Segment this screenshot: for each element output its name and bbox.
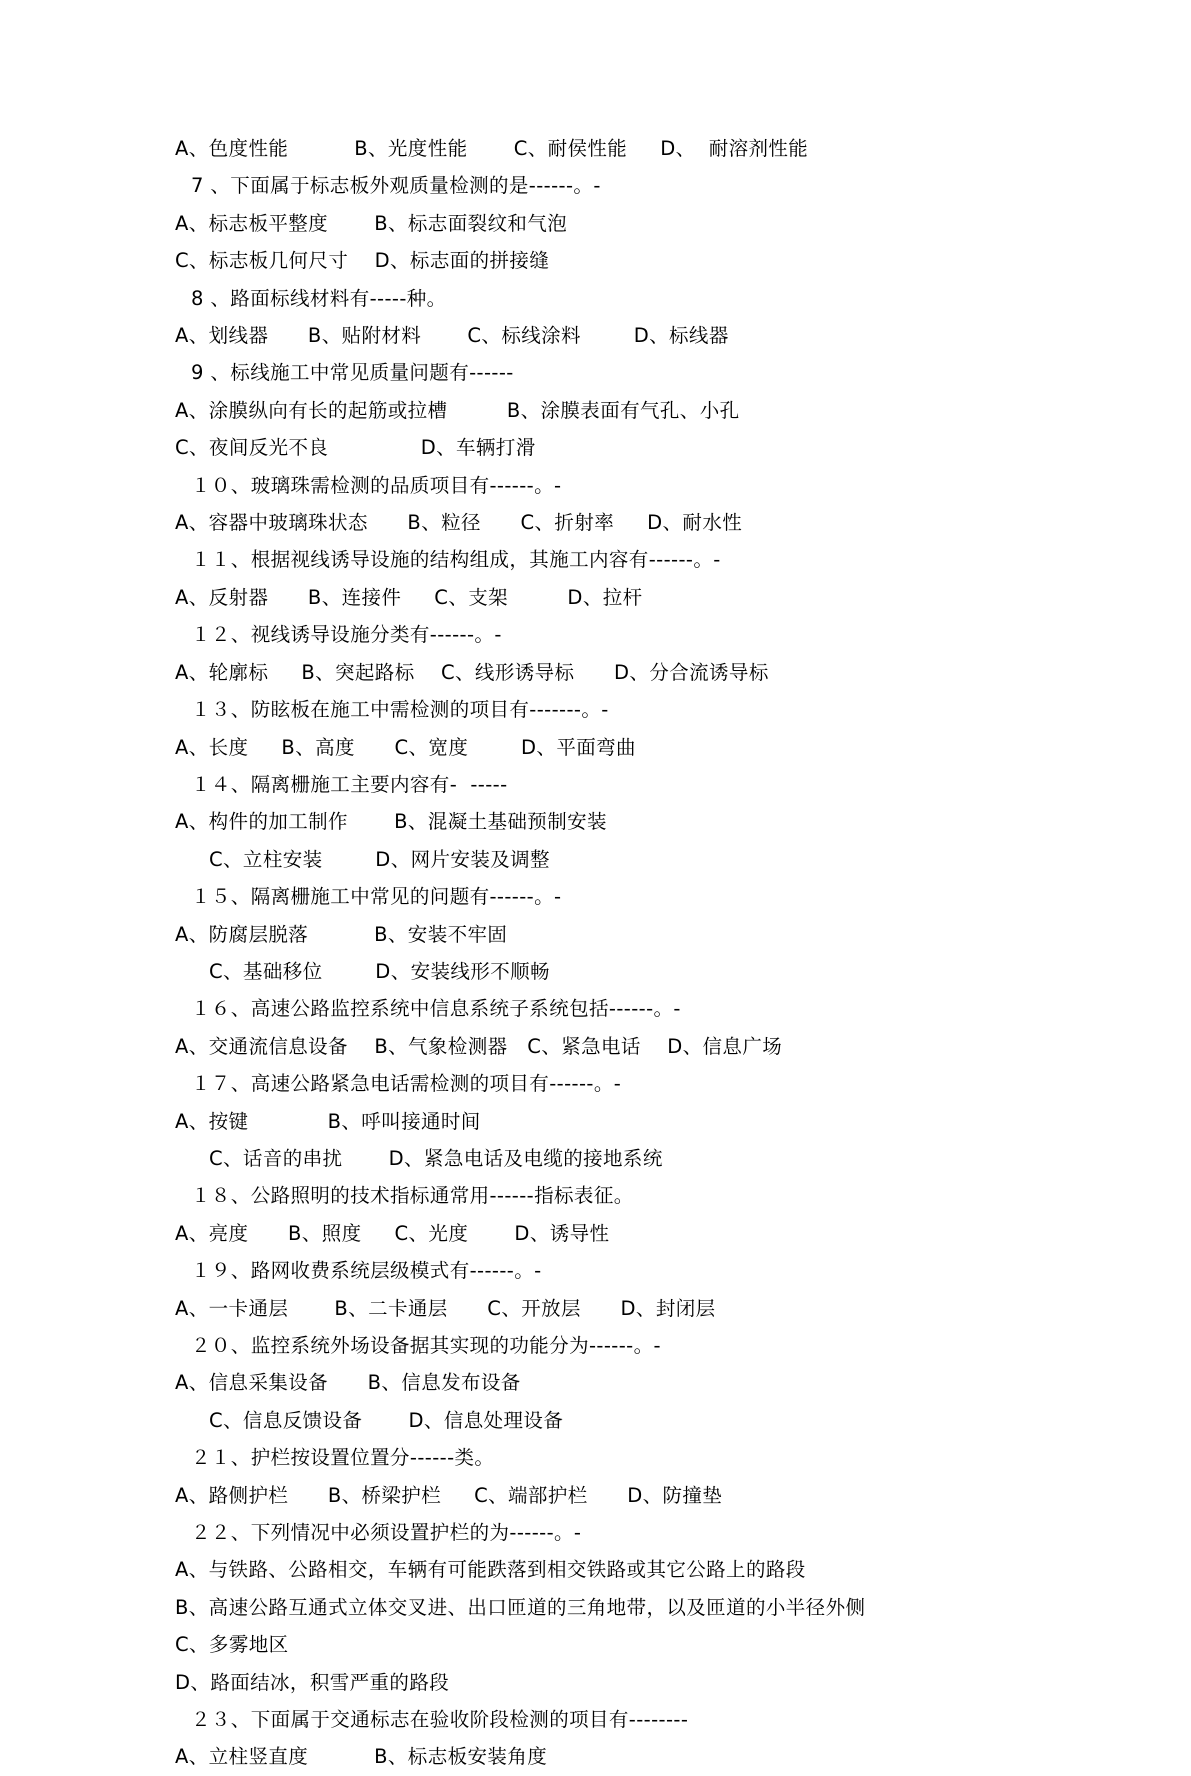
document-line: A、轮廓标 B、突起路标 C、线形诱导标 D、分合流诱导标 [175,660,769,684]
document-line: C、标志板几何尺寸 D、标志面的拼接缝 [175,249,550,273]
document-line: １３、防眩板在施工中需检测的项目有-------。- [191,698,609,722]
document-line: １２、视线诱导设施分类有------。- [191,623,502,647]
document-line: A、交通流信息设备 B、气象检测器 C、紧急电话 D、信息广场 [175,1034,783,1058]
document-line: A、亮度 B、照度 C、光度 D、诱导性 [175,1221,610,1245]
document-line: A、涂膜纵向有长的起筋或拉槽 B、涂膜表面有气孔、小孔 [175,398,740,422]
document-line: C、信息反馈设备 D、信息处理设备 [209,1408,564,1432]
document-line: ２２、下列情况中必须设置护栏的为------。- [191,1521,582,1545]
document-line: A、与铁路、公路相交，车辆有可能跌落到相交铁路或其它公路上的路段 [175,1558,806,1582]
document-line: A、信息采集设备 B、信息发布设备 [175,1371,521,1395]
document-line: D、路面结冰，积雪严重的路段 [175,1670,450,1694]
document-line: A、容器中玻璃珠状态 B、粒径 C、折射率 D、耐水性 [175,511,743,535]
document-line: C、话音的串扰 D、紧急电话及电缆的接地系统 [209,1146,663,1170]
document-line: A、构件的加工制作 B、混凝土基础预制安装 [175,810,607,834]
document-line: C、夜间反光不良 D、车辆打滑 [175,436,536,460]
document-body [175,130,1021,1776]
document-line: A、立柱竖直度 B、标志板安装角度 [175,1745,548,1769]
document-line: 8 、路面标线材料有-----种。 [191,286,447,310]
document-line: ２１、护栏按设置位置分------类。 [191,1446,495,1470]
document-line: A、划线器 B、贴附材料 C、标线涂料 D、标线器 [175,324,729,348]
document-line: １８、公路照明的技术指标通常用------指标表征。 [191,1184,634,1208]
document-line: B、高速公路互通式立体交叉进、出口匝道的三角地带，以及匝道的小半径外侧 [175,1595,866,1619]
document-line: A、标志板平整度 B、标志面裂纹和气泡 [175,211,568,235]
document-line: C、多雾地区 [175,1633,289,1657]
document-line: ２０、监控系统外场设备据其实现的功能分为------。- [191,1334,661,1357]
document-line: C、基础移位 D、安装线形不顺畅 [209,959,550,983]
document-line: 7 、下面属于标志板外观质量检测的是------。- [191,174,601,198]
document-line: A、反射器 B、连接件 C、支架 D、拉杆 [175,585,643,609]
document-line: A、一卡通层 B、二卡通层 C、开放层 D、封闭层 [175,1296,716,1320]
document-line: A、按键 B、呼叫接通时间 [175,1109,481,1133]
document-line: A、色度性能 B、光度性能 C、耐侯性能 D、 耐溶剂性能 [175,137,809,160]
document-line: １０、玻璃珠需检测的品质项目有------。- [191,473,562,497]
document-line: １９、路网收费系统层级模式有------。- [191,1259,542,1283]
document-line: １４、隔离栅施工主要内容有- ----- [191,772,508,796]
document-line: A、路侧护栏 B、桥梁护栏 C、端部护栏 D、防撞垫 [175,1483,723,1507]
document-line: １７、高速公路紧急电话需检测的项目有------。- [191,1072,622,1096]
document-line: A、防腐层脱落 B、安装不牢固 [175,922,508,946]
document-line: A、长度 B、高度 C、宽度 D、平面弯曲 [175,735,636,759]
document-line: １１、根据视线诱导设施的结构组成，其施工内容有------。- [191,548,721,572]
document-line: C、立柱安装 D、网片安装及调整 [209,847,550,871]
document-line: １５、隔离栅施工中常见的问题有------。- [191,885,562,909]
document-line: １６、高速公路监控系统中信息系统子系统包括------。- [191,997,681,1021]
document-line: 9 、标线施工中常见质量问题有------ [191,361,514,385]
document-line: ２３、下面属于交通标志在验收阶段检测的项目有-------- [191,1708,689,1732]
